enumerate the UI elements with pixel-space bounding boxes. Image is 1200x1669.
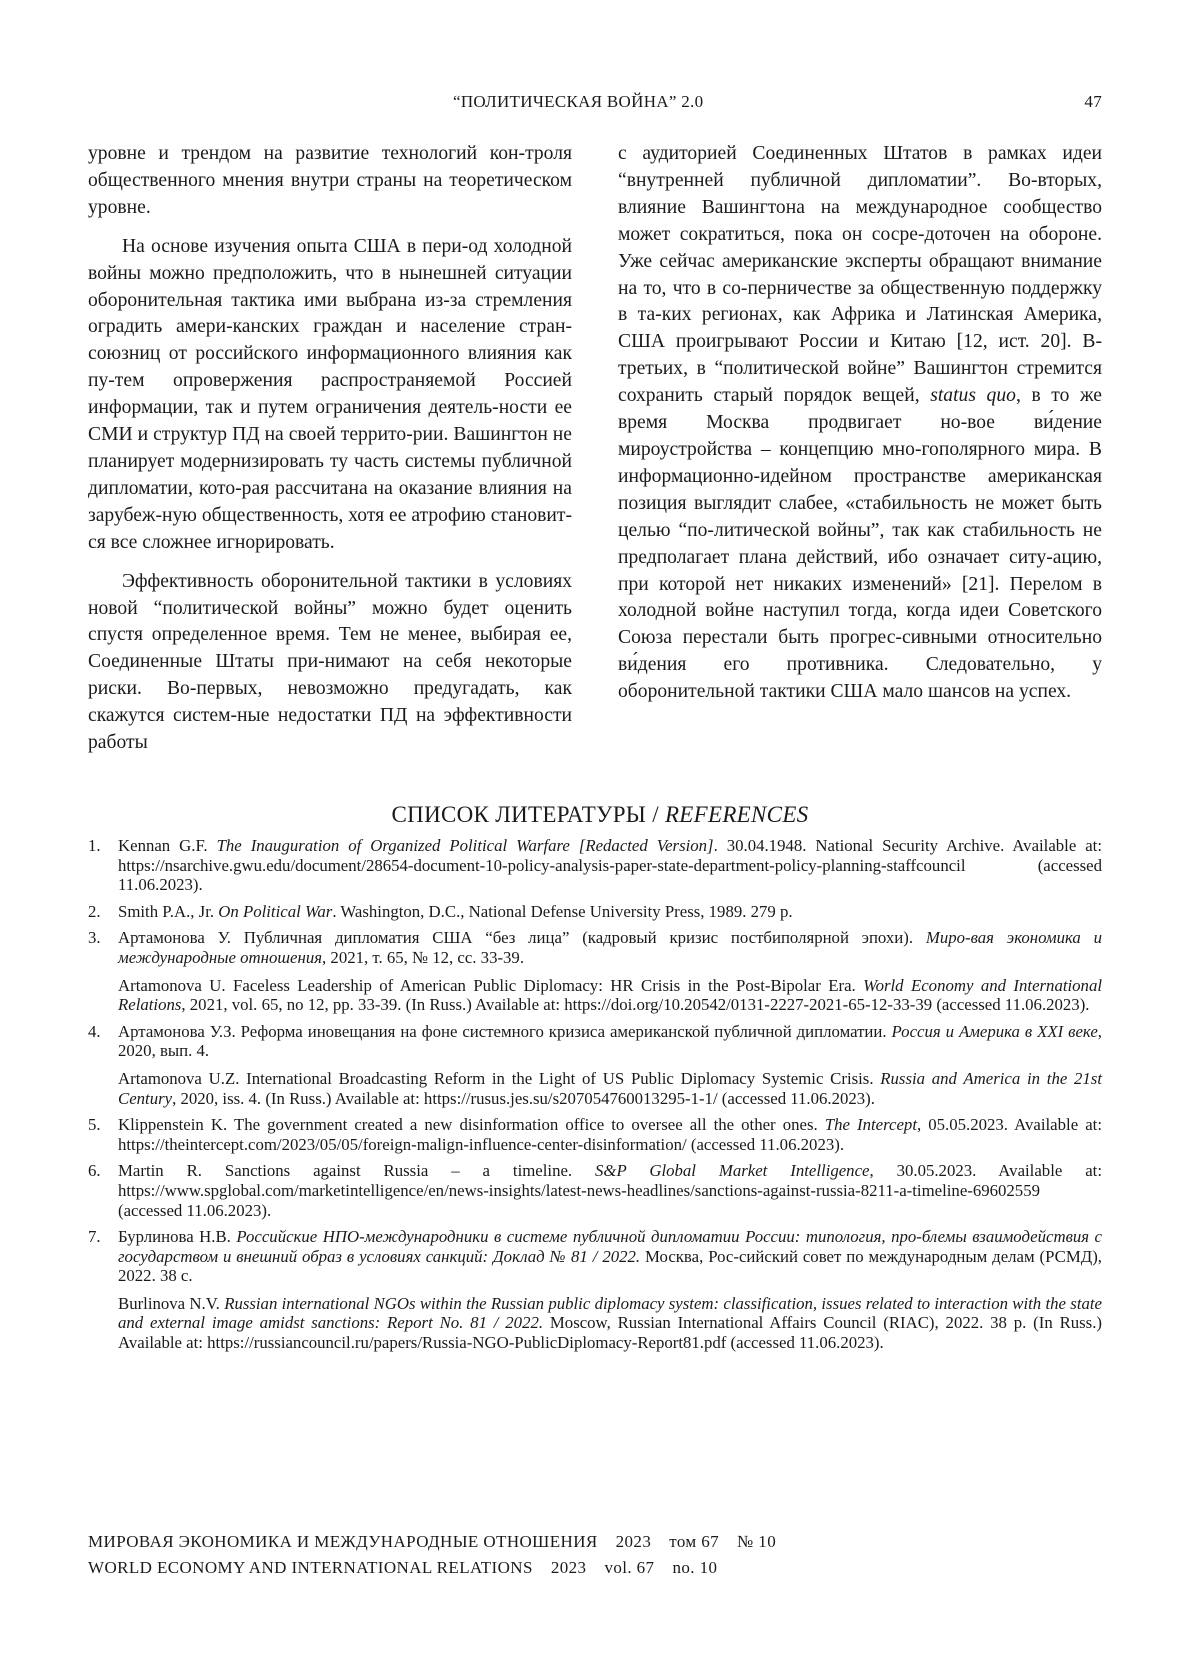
footer-journal-ru: МИРОВАЯ ЭКОНОМИКА И МЕЖДУНАРОДНЫЕ ОТНОШЕНИЯ 2023 том 67 № 10 [88, 1532, 777, 1551]
reference-item: 7. Бурлинова Н.В. Российские НПО-международники в системе публичной дипломатии России: типология, про-блемы взаимодействия с государством и внешний образ в условиях санкций: Доклад № 81 / 2022. Москва, Рос-сийский совет по международным делам (РСМД), 2022. 38 с. Burlinova N.V. Russian international NGOs within the Russian public diplomacy system: classification, issues related to interaction with the state and external image amidst sanctions: Report No. 81 / 2022. Moscow, Russian International Affairs Council (RIAC), 2022. 38 p. (In Russ.) Available at: https://russiancouncil.ru/papers/Russia-NGO-PublicDiplomacy-Report81.pdf (accessed 11.06.2023). [88, 1227, 1103, 1353]
running-title: “ПОЛИТИЧЕСКАЯ ВОЙНА” 2.0 [453, 92, 704, 111]
right-column [618, 141, 1102, 757]
reference-item: 3. Артамонова У. Публичная дипломатия США “без лица” (кадровый кризис постбиполярной эпохи). Миро-вая экономика и международные отношения, 2021, т. 65, № 12, сс. 33-39. Artamonova U. Faceless Leadership of American Public Diplomacy: HR Crisis in the Post-Bipolar Era. World Economy and International Relations, 2021, vol. 65, no 12, pp. 33-39. (In Russ.) Available at: https://doi.org/10.20542/0131-2227-2021-65-12-33-39 (accessed 11.06.2023). [88, 928, 1102, 1015]
references-list [88, 836, 1102, 1360]
paragraph: уровне и трендом на развитие технологий кон-троля общественного мнения внутри страны на теоретическом уровне. [88, 143, 572, 218]
reference-item: 6. Martin R. Sanctions against Russia – a timeline. S&P Global Market Intelligence, 30.05.2023. Available at: https://www.spglobal.com/marketintelligence/en/news-insights/latest-news-headlines/sanctions-against-russia-8211-a-timeline-69602559 (accessed 11.06.2023). [88, 1161, 1102, 1220]
page-number: 47 [1084, 92, 1102, 111]
left-column [88, 141, 572, 757]
reference-item: 5. Klippenstein K. The government created a new disinformation office to oversee all the other ones. The Intercept, 05.05.2023. Available at: https://theintercept.com/2023/05/05/foreign-malign-influence-center-disinformation/ (accessed 11.06.2023). [88, 1115, 1102, 1154]
paragraph: На основе изучения опыта США в пери-од холодной войны можно предположить, что в нынешней ситуации оборонительная тактика ими выбрана из-за стремления оградить амери-канских граждан и население стран-союзниц от российского информационного влияния как пу-тем опровержения распространяемой Россией информации, так и путем ограничения деятель-ности ее СМИ и структур ПД на своей террито-рии. Вашингтон не планирует модернизировать ту часть системы публичной дипломатии, кото-рая рассчитана на оказание влияния на зарубеж-ную общественность, хотя ее атрофию становит-ся все сложнее игнорировать. [88, 235, 572, 553]
reference-item: 2. Smith P.A., Jr. On Political War. Washington, D.C., National Defense University Press, 1989. 279 p. [88, 901, 793, 921]
paragraph: с аудиторией Соединенных Штатов в рамках идеи “внутренней публичной дипломатии”. Во-вторых, влияние Вашингтона на международное сообщество может сократиться, пока он сосре-доточен на обороне. Уже сейчас американские эксперты обращают внимание на то, что в со-перничестве за общественную поддержку в та-ких регионах, как Африка и Латинская Америка, США проигрывают России и Китаю [12, ист. 20]. В-третьих, в “политической войне” Вашингтон стремится сохранить старый порядок вещей, status quo, в то же время Москва продвигает но-вое ви́дение мироустройства – концепцию мно-гополярного мира. В информационно-идейном пространстве американская позиция выглядит слабее, «стабильность не может быть целью “по-литической войны”, так как стабильность не предполагает плана действий, ибо означает ситу-ацию, при которой нет никаких изменений» [21]. Перелом в холодной войне наступил тогда, когда идеи Советского Союза перестали быть прогрес-сивными относительно ви́дения его противника. Следовательно, у оборонительной тактики США мало шансов на успех. [618, 143, 1102, 703]
footer-journal-en: WORLD ECONOMY AND INTERNATIONAL RELATIONS 2023 vol. 67 no. 10 [88, 1558, 718, 1577]
reference-item: 1. Kennan G.F. The Inauguration of Organized Political Warfare [Redacted Version]. 30.04.1948. National Security Archive. Available at: https://nsarchive.gwu.edu/document/28654-document-10-policy-analysis-paper-state-department-policy-planning-staffcouncil (accessed 11.06.2023). [88, 836, 1103, 895]
references-heading: СПИСОК ЛИТЕРАТУРЫ / REFERENCES [391, 802, 809, 827]
reference-item: 4. Артамонова У.З. Реформа иновещания на фоне системного кризиса американской публичной дипломатии. Россия и Америка в XXI веке, 2020, вып. 4. Artamonova U.Z. International Broadcasting Reform in the Light of US Public Diplomacy Systemic Crisis. Russia and America in the 21st Century, 2020, iss. 4. (In Russ.) Available at: https://rusus.jes.su/s207054760013295-1-1/ (accessed 11.06.2023). [88, 1021, 1102, 1108]
paragraph: Эффективность оборонительной тактики в условиях новой “политической войны” можно будет оценить спустя определенное время. Тем не менее, выбирая ее, Соединенные Штаты при-нимают на себя некоторые риски. Во-первых, невозможно предугадать, как скажутся систем-ные недостатки ПД на эффективности работы [88, 570, 572, 754]
body-text [88, 141, 1102, 757]
latin-phrase: status quo [930, 385, 1016, 407]
